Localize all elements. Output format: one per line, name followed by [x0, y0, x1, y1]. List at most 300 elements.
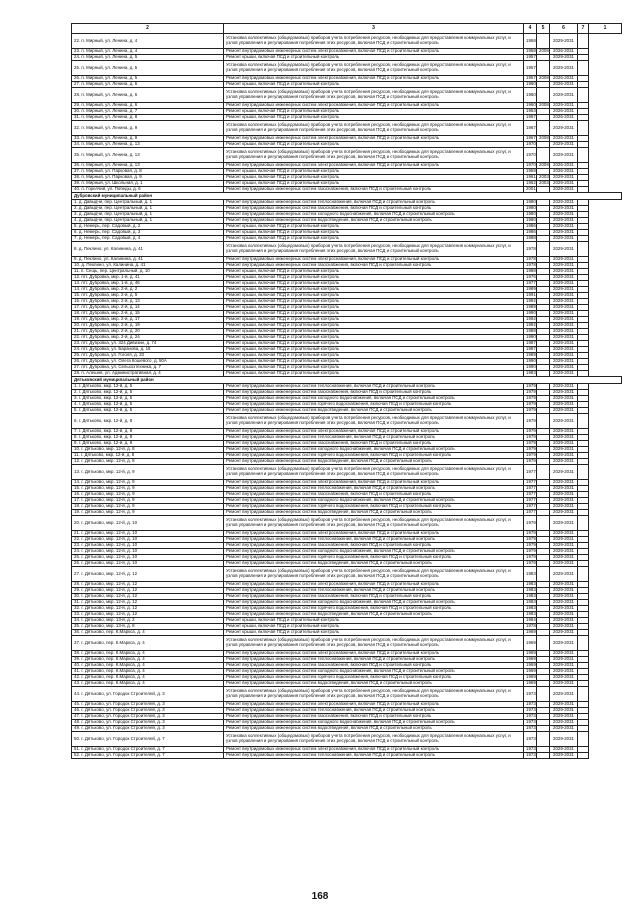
- build-year: 1979: [524, 516, 537, 531]
- row-number: 24.: [74, 346, 81, 352]
- address: г. Дятьково, мкр. 12-й, д. 5: [78, 383, 133, 389]
- build-year: 1979: [524, 414, 537, 429]
- work-description: Установка коллективных (общедомовых) приборов учета потребления ресурсов, необходимых для предоставления коммунальных услуг, и узлов управления и регулирования потребления этих ресурсов, включая ПСД и строительный контроль: [224, 465, 524, 480]
- note-cell: [578, 61, 589, 76]
- planned-period: 2026-2031: [550, 169, 578, 175]
- last-repair-year: [537, 687, 550, 702]
- build-year: 1986: [524, 224, 537, 230]
- row-number: 25.: [74, 554, 81, 560]
- planned-period: 2029-2031: [550, 390, 578, 396]
- address: г. Дятьково, мкр. 12-й, д. 8: [81, 446, 135, 452]
- row-number: 21.: [74, 328, 81, 334]
- last-repair-year: 2003: [537, 181, 550, 187]
- planned-period: 2029-2031: [550, 371, 578, 377]
- address: г. Дятьково, пер. К.Маркса, д. 4: [81, 650, 145, 656]
- row-number: 6.: [74, 417, 78, 423]
- row-number: 22.: [74, 536, 81, 542]
- last-repair-year: [537, 414, 550, 429]
- last-repair-year: [537, 567, 550, 582]
- address: п. Мирный, ул. Ленина, д. 6: [81, 91, 138, 97]
- build-year: 1979: [524, 531, 537, 537]
- address: д. Давыдчи, пер. Центральный, д. 1: [78, 211, 153, 217]
- work-description: Ремонт внутридомовых инженерных систем холодного водоснабжения, включая ПСД и строительный контроль: [224, 447, 524, 453]
- planned-period: 2026-2031: [550, 49, 578, 55]
- work-description: Ремонт внутридомовых инженерных систем газоснабжения, включая ПСД и строительный контроль: [224, 206, 524, 212]
- build-year: 1983: [524, 582, 537, 588]
- build-year: 1961: [524, 175, 537, 181]
- build-year: 1979: [524, 384, 537, 390]
- build-year: 1979: [524, 447, 537, 453]
- row-number: 24.: [74, 54, 81, 60]
- address-cell: [72, 148, 224, 163]
- build-year: 1986: [524, 230, 537, 236]
- work-description: Ремонт крыши, включая ПСД и строительный контроль: [224, 299, 524, 305]
- address: п. Мирный, ул. Ленина, д. 6: [81, 102, 138, 108]
- address: пгт. Дубровка, мкр. 2-й, д. 19: [81, 322, 140, 328]
- address: г. Дятьково, мкр. 12-й, д. 5: [78, 401, 133, 407]
- planned-period: 2029-2031: [550, 624, 578, 630]
- address: п. Мирный, ул. Ленина, д. 4: [81, 48, 138, 54]
- work-description: Ремонт крыши, включая ПСД и строительный контроль: [224, 305, 524, 311]
- planned-period: 2029-2031: [550, 317, 578, 323]
- address: п. Мирный, ул. Ленина, д. 9: [81, 124, 138, 130]
- planned-period: 2029-2031: [550, 486, 578, 492]
- planned-period: 2029-2031: [550, 582, 578, 588]
- work-description: Ремонт крыши, включая ПСД и строительный контроль: [224, 618, 524, 624]
- planned-period: 2029-2031: [550, 206, 578, 212]
- planned-period: 2029-2031: [550, 537, 578, 543]
- planned-period: 2029-2031: [550, 435, 578, 441]
- last-repair-year: [537, 465, 550, 480]
- build-year: 1990: [524, 311, 537, 317]
- address: д. Давыдчи, пер. Центральный, д. 1: [78, 205, 153, 211]
- work-description: Ремонт внутридомовых инженерных систем газоснабжения, включая ПСД и строительный контроль: [224, 390, 524, 396]
- work-description: Ремонт внутридомовых инженерных систем газоснабжения, включая ПСД и строительный контроль: [224, 543, 524, 549]
- table-row: [72, 516, 622, 531]
- work-description: Ремонт внутридомовых инженерных систем горячего водоснабжения, включая ПСД и строительный контроль: [224, 606, 524, 612]
- header-cell: 4: [524, 24, 537, 34]
- build-year: 1990: [524, 359, 537, 365]
- planned-period: 2029-2031: [550, 329, 578, 335]
- row-number: 46.: [74, 707, 81, 713]
- planned-period: 2029-2031: [550, 543, 578, 549]
- planned-period: 2029-2031: [550, 224, 578, 230]
- address-cell: [72, 121, 224, 136]
- address: п. Мирный, ул. Ленина, д. 9: [81, 135, 138, 141]
- work-description: Ремонт внутридомовых инженерных систем водоотведения, включая ПСД и строительный контроль: [224, 218, 524, 224]
- row-number: 28.: [74, 91, 81, 97]
- address: г. Дятьково, мкр. 12-й, д. 9: [81, 509, 135, 515]
- district-title: Дубровский муниципальный район: [72, 193, 622, 200]
- work-description: Ремонт внутридомовых инженерных систем теплоснабжения, включая ПСД и строительный контроль: [224, 486, 524, 492]
- work-description: Ремонт внутридомовых инженерных систем электроснабжения, включая ПСД и строительный контроль: [224, 429, 524, 435]
- row-number: 6.: [74, 229, 78, 235]
- build-year: 1980: [524, 200, 537, 206]
- build-year: 1969: [524, 636, 537, 651]
- work-description: Ремонт крыши, включая ПСД и строительный контроль: [224, 371, 524, 377]
- planned-period: 2029-2031: [550, 669, 578, 675]
- work-description: Ремонт внутридомовых инженерных систем электроснабжения, включая ПСД и строительный контроль: [224, 651, 524, 657]
- row-number: 5.: [74, 223, 78, 229]
- row-number: 22.: [74, 37, 81, 43]
- row-number: 35.: [74, 623, 81, 629]
- planned-period: 2029-2031: [550, 293, 578, 299]
- last-repair-year: [537, 34, 550, 49]
- last-repair-year: [537, 148, 550, 163]
- header-cell: 3: [224, 24, 524, 34]
- address: пгт. Дубровка, мкр. 1-й, д. 41: [81, 274, 140, 280]
- row-number: 17.: [74, 304, 81, 310]
- build-year: 1989: [524, 353, 537, 359]
- planned-period: 2029-2031: [550, 516, 578, 531]
- row-number: 19.: [74, 316, 81, 322]
- planned-period: 2029-2031: [550, 480, 578, 486]
- table-row: [72, 34, 622, 49]
- address: пгт. Дубровка, ул. Гоголя, д. 33: [81, 352, 144, 358]
- address: г. Дятьково, мкр. 12-й, д. 12: [81, 599, 138, 605]
- work-description: Ремонт внутридомовых инженерных систем электроснабжения, включая ПСД и строительный контроль: [224, 76, 524, 82]
- address: г. Дятьково, мкр. 12-й, д. 12: [81, 593, 138, 599]
- planned-period: 2029-2031: [550, 88, 578, 103]
- build-year: 1979: [524, 435, 537, 441]
- planned-period: 2029-2031: [550, 323, 578, 329]
- last-repair-year: [537, 732, 550, 747]
- row-number: 16.: [74, 491, 81, 497]
- row-number: 30.: [74, 593, 81, 599]
- address: пгт. Дубровка, мкр. 2-й, д. 17: [81, 316, 140, 322]
- build-year: 1962: [524, 181, 537, 187]
- table-row: [72, 414, 622, 429]
- header-row: [72, 24, 622, 34]
- row-number: 34.: [74, 617, 81, 623]
- build-year: 1983: [524, 371, 537, 377]
- work-description: Ремонт внутридомовых инженерных систем холодного водоснабжения, включая ПСД и строительный контроль: [224, 720, 524, 726]
- planned-period: 2029-2031: [550, 651, 578, 657]
- work-description: Установка коллективных (общедомовых) приборов учета потребления ресурсов, необходимых для предоставления коммунальных услуг, и узлов управления и регулирования потребления этих ресурсов, включая ПСД и строительный контроль: [224, 61, 524, 76]
- planned-period: 2026-2031: [550, 115, 578, 121]
- planned-period: 2029-2031: [550, 230, 578, 236]
- table-row: [72, 61, 622, 76]
- address: п. Горелчий, ул. Победы, д. 6: [81, 186, 141, 192]
- build-year: 1983: [524, 606, 537, 612]
- planned-period: 2029-2031: [550, 606, 578, 612]
- build-year: 1957: [524, 76, 537, 82]
- build-year: 1978: [524, 242, 537, 257]
- row-number: 41.: [74, 668, 81, 674]
- build-year: 1977: [524, 504, 537, 510]
- planned-period: 2029-2031: [550, 714, 578, 720]
- address: г. Дятьково, пер. К.Маркса, д. 4: [81, 662, 145, 668]
- address: г. Дятьково, мкр. 12-й, д. 12: [81, 570, 138, 576]
- work-description: Установка коллективных (общедомовых) приборов учета потребления ресурсов, необходимых для предоставления коммунальных услуг, и узлов управления и регулирования потребления этих ресурсов, включая ПСД и строительный контроль: [224, 636, 524, 651]
- row-number: 17.: [74, 497, 81, 503]
- work-description: Ремонт крыши, включая ПСД и строительный контроль: [224, 630, 524, 636]
- row-number: 31.: [74, 599, 81, 605]
- row-number: 29.: [74, 102, 81, 108]
- row-number: 12.: [74, 458, 81, 464]
- work-description: Ремонт внутридомовых инженерных систем холодного водоснабжения, включая ПСД и строительный контроль: [224, 498, 524, 504]
- note-cell: [578, 242, 589, 257]
- build-year: 1973: [524, 720, 537, 726]
- row-number: 50.: [74, 735, 81, 741]
- row-number: 15.: [74, 485, 81, 491]
- planned-period: 2029-2031: [550, 504, 578, 510]
- row-number: 26.: [74, 560, 81, 566]
- address: пгт. Дубровка, мкр. 2-й, д. 20: [81, 328, 140, 334]
- address: п. Мирный, ул. Ленина, д. 6: [81, 81, 138, 87]
- build-year: 1990: [524, 365, 537, 371]
- build-year: 1980: [524, 206, 537, 212]
- table-row: [72, 567, 622, 582]
- work-description: Ремонт крыши, включая ПСД и строительный контроль: [224, 341, 524, 347]
- work-description: Ремонт внутридомовых инженерных систем газоснабжения, включая ПСД и строительный контроль: [224, 714, 524, 720]
- build-year: 1992: [524, 323, 537, 329]
- planned-period: 2029-2031: [550, 498, 578, 504]
- row-number: 9.: [74, 256, 78, 262]
- work-description: Ремонт внутридомовых инженерных систем водоотведения, включая ПСД и строительный контроль: [224, 408, 524, 414]
- table-row: [72, 732, 622, 747]
- build-year: 1976: [524, 275, 537, 281]
- address: д. Пеклино, ул. Калинина, д. 41: [78, 245, 143, 251]
- address: г. Дятьково, мкр. 12-й, д. 10: [81, 554, 138, 560]
- work-description: Установка коллективных (общедомовых) приборов учета потребления ресурсов, необходимых для предоставления коммунальных услуг, и узлов управления и регулирования потребления этих ресурсов, включая ПСД и строительный контроль: [224, 34, 524, 49]
- row-number: 28.: [74, 581, 81, 587]
- address: д. Немерь, пер. Садовый, д. 3: [78, 229, 141, 235]
- address-cell: [72, 88, 224, 103]
- row-number: 24.: [74, 548, 81, 554]
- table-row: [72, 687, 622, 702]
- address: г. Дятьково, ул. Городок Строителей, д. 3: [81, 725, 165, 731]
- build-year: 1988: [524, 329, 537, 335]
- row-number: 25.: [74, 352, 81, 358]
- row-number: 15.: [74, 292, 81, 298]
- last-repair-year: 2003: [537, 175, 550, 181]
- row-number: 32.: [74, 124, 81, 130]
- planned-period: 2029-2031: [550, 429, 578, 435]
- address-cell: [72, 34, 224, 49]
- row-number: 14.: [74, 479, 81, 485]
- row-number: 32.: [74, 605, 81, 611]
- planned-period: 2029-2031: [550, 103, 578, 109]
- build-year: 1977: [524, 492, 537, 498]
- work-description: Установка коллективных (общедомовых) приборов учета потребления ресурсов, необходимых для предоставления коммунальных услуг, и узлов управления и регулирования потребления этих ресурсов, включая ПСД и строительный контроль: [224, 567, 524, 582]
- last-repair-year: 2008: [537, 103, 550, 109]
- address: д. Немерь, пер. Садовый, д. 2: [78, 223, 141, 229]
- row-number: 3.: [74, 395, 78, 401]
- build-year: 1980: [524, 218, 537, 224]
- work-description: Ремонт внутридомовых инженерных систем теплоснабжения, включая ПСД и строительный контроль: [224, 537, 524, 543]
- work-description: Ремонт внутридомовых инженерных систем горячего водоснабжения, включая ПСД и строительный контроль: [224, 453, 524, 459]
- work-description: Ремонт крыши, включая ПСД и строительный контроль: [224, 323, 524, 329]
- address: д. Пеклино, ул. Калинина, д. 41: [78, 256, 143, 262]
- build-year: 1979: [524, 549, 537, 555]
- build-year: 1980: [524, 212, 537, 218]
- row-number: 23.: [74, 340, 81, 346]
- planned-period: 2029-2031: [550, 287, 578, 293]
- work-description: Ремонт внутридомовых инженерных систем водоотведения, включая ПСД и строительный контроль: [224, 561, 524, 567]
- address: г. Дятьково, мкр. 12-й, д. 12: [81, 605, 138, 611]
- planned-period: 2029-2031: [550, 353, 578, 359]
- build-year: 1989: [524, 305, 537, 311]
- row-number: 20.: [74, 519, 81, 525]
- build-year: 1969: [524, 669, 537, 675]
- table-row: [72, 121, 622, 136]
- table-row: [72, 465, 622, 480]
- planned-period: 2029-2031: [550, 594, 578, 600]
- build-year: 1990: [524, 335, 537, 341]
- work-description: Ремонт крыши, включая ПСД и строительный контроль: [224, 269, 524, 275]
- last-repair-year: [537, 753, 550, 759]
- build-year: 1977: [524, 498, 537, 504]
- build-year: 1977: [524, 281, 537, 287]
- planned-period: 2026-2031: [550, 76, 578, 82]
- build-year: 1973: [524, 708, 537, 714]
- build-year: 1979: [524, 561, 537, 567]
- row-number: 33.: [74, 611, 81, 617]
- address: пгт. Дубровка, мкр. 2-й, д. 5: [81, 292, 138, 298]
- build-year: 1978: [524, 263, 537, 269]
- row-number: 20.: [74, 322, 81, 328]
- row-number: 11.: [74, 452, 80, 458]
- work-description: Ремонт крыши, включая ПСД и строительный контроль: [224, 281, 524, 287]
- work-description: Установка коллективных (общедомовых) приборов учета потребления ресурсов, необходимых для предоставления коммунальных услуг, и узлов управления и регулирования потребления этих ресурсов, включая ПСД и строительный контроль: [224, 687, 524, 702]
- work-description: Ремонт внутридомовых инженерных систем теплоснабжения, включая ПСД и строительный контроль: [224, 708, 524, 714]
- table-row: [72, 88, 622, 103]
- work-description: Ремонт внутридомовых инженерных систем электроснабжения, включая ПСД и строительный контроль: [224, 582, 524, 588]
- work-description: Ремонт крыши, включая ПСД и строительный контроль: [224, 169, 524, 175]
- note-cell: [578, 148, 589, 163]
- row-number: 36.: [74, 162, 81, 168]
- planned-period: 2029-2031: [550, 465, 578, 480]
- row-number: 35.: [74, 151, 81, 157]
- address: г. Дятьково, мкр. 12-й, д. 10: [81, 536, 138, 542]
- row-number: 48.: [74, 719, 81, 725]
- build-year: 1983: [524, 612, 537, 618]
- address: г. Дятьково, ул. Городок Строителей, д. 3: [81, 719, 165, 725]
- note-cell: [578, 732, 589, 747]
- row-number: 39.: [74, 656, 81, 662]
- planned-period: 2029-2031: [550, 269, 578, 275]
- work-description: Ремонт крыши, включая ПСД и строительный контроль: [224, 287, 524, 293]
- row-number: 52.: [74, 752, 81, 758]
- row-number: 8.: [74, 434, 78, 440]
- address-cell: [72, 636, 224, 651]
- address-cell: [72, 414, 224, 429]
- build-year: 1979: [524, 429, 537, 435]
- row-number: 3.: [74, 211, 78, 217]
- row-number: 44.: [74, 690, 81, 696]
- work-description: Ремонт крыши, включая ПСД и строительный контроль: [224, 175, 524, 181]
- address: пгт. Дубровка, мкр. 2-й, д. 2: [81, 286, 138, 292]
- work-description: Ремонт внутридомовых инженерных систем холодного водоснабжения, включая ПСД и строительный контроль: [224, 600, 524, 606]
- work-description: Ремонт внутридомовых инженерных систем теплоснабжения, включая ПСД и строительный контроль: [224, 657, 524, 663]
- address: г. Дятьково, мкр. 12-й, д. 8: [78, 417, 133, 423]
- build-year: 1988: [524, 236, 537, 242]
- row-number: 51.: [74, 746, 81, 752]
- address: г. Дятьково, мкр. 12-й, д. 12: [81, 611, 138, 617]
- work-description: Установка коллективных (общедомовых) приборов учета потребления ресурсов, необходимых для предоставления коммунальных услуг, и узлов управления и регулирования потребления этих ресурсов, включая ПСД и строительный контроль: [224, 732, 524, 747]
- build-year: 1983: [524, 594, 537, 600]
- build-year: 1979: [524, 543, 537, 549]
- last-repair-year: [537, 516, 550, 531]
- build-year: 1958: [524, 49, 537, 55]
- work-description: Ремонт внутридомовых инженерных систем газоснабжения, включая ПСД и строительный контроль: [224, 663, 524, 669]
- build-year: 1984: [524, 618, 537, 624]
- planned-period: 2029-2031: [550, 181, 578, 187]
- work-description: Ремонт крыши, включая ПСД и строительный контроль: [224, 365, 524, 371]
- address: г. Дятьково, мкр. 12-й, д. 8: [78, 428, 133, 434]
- address: п. Мирный, ул. Ленина, д. 7: [81, 108, 138, 114]
- work-description: Установка коллективных (общедомовых) приборов учета потребления ресурсов, необходимых для предоставления коммунальных услуг, и узлов управления и регулирования потребления этих ресурсов, включая ПСД и строительный контроль: [224, 516, 524, 531]
- row-number: 25.: [74, 64, 81, 70]
- build-year: 1969: [524, 657, 537, 663]
- work-description: Ремонт внутридомовых инженерных систем газоснабжения, включая ПСД и строительный контроль: [224, 263, 524, 269]
- note-cell: [578, 753, 589, 759]
- work-description: Ремонт внутридомовых инженерных систем горячего водоснабжения, включая ПСД и строительный контроль: [224, 402, 524, 408]
- work-description: Ремонт крыши, включая ПСД и строительный контроль: [224, 142, 524, 148]
- row-number: 14.: [74, 286, 81, 292]
- build-year: 1978: [524, 624, 537, 630]
- address: г. Дятьково, ул. Городок Строителей, д. 7: [81, 752, 165, 758]
- address: г. Дятьково, мкр. 12-й, д. 8: [78, 434, 133, 440]
- work-description: Ремонт крыши, включая ПСД и строительный контроль: [224, 82, 524, 88]
- planned-period: 2029-2031: [550, 236, 578, 242]
- address: пгт. Дубровка, мкр. 2-й, д. 13: [81, 298, 140, 304]
- planned-period: 2029-2031: [550, 34, 578, 49]
- row-number: 45.: [74, 701, 81, 707]
- build-year: 1992: [524, 317, 537, 323]
- planned-period: 2029-2031: [550, 630, 578, 636]
- address: г. Дятьково, мкр. 12-й, д. 9: [81, 485, 135, 491]
- last-repair-year: [537, 242, 550, 257]
- work-description: Установка коллективных (общедомовых) приборов учета потребления ресурсов, необходимых для предоставления коммунальных услуг, и узлов управления и регулирования потребления этих ресурсов, включая ПСД и строительный контроль: [224, 148, 524, 163]
- row-number: 7.: [74, 428, 78, 434]
- last-repair-year: [537, 636, 550, 651]
- planned-period: 2029-2031: [550, 263, 578, 269]
- work-description: Ремонт внутридомовых инженерных систем электроснабжения, включая ПСД и строительный контроль: [224, 136, 524, 142]
- build-year: 1978: [524, 257, 537, 263]
- address: г. Дятьково, мкр. 13-й, д. 8: [81, 623, 135, 629]
- row-number: 40.: [74, 662, 81, 668]
- row-number: 38.: [74, 174, 81, 180]
- planned-period: 2029-2031: [550, 588, 578, 594]
- address-cell: [72, 61, 224, 76]
- planned-period: 2029-2031: [550, 459, 578, 465]
- address: г. Дятьково, ул. Городок Строителей, д. 7: [81, 735, 165, 741]
- build-year: 1973: [524, 714, 537, 720]
- address: п. Сещь, пер. Центральный, д. 10: [81, 268, 150, 274]
- row-number: 30.: [74, 108, 81, 114]
- build-year: 1969: [524, 681, 537, 687]
- work-description: Ремонт внутридомовых инженерных систем холодного водоснабжения, включая ПСД и строительный контроль: [224, 396, 524, 402]
- work-description: Ремонт крыши, включая ПСД и строительный контроль: [224, 317, 524, 323]
- note-cell: [578, 687, 589, 702]
- build-year: 1977: [524, 480, 537, 486]
- build-year: 1983: [524, 567, 537, 582]
- row-number: 38.: [74, 650, 81, 656]
- address: г. Дятьково, ул. Городок Строителей, д. 3: [81, 713, 165, 719]
- build-year: 1977: [524, 510, 537, 516]
- planned-period: 2029-2031: [550, 657, 578, 663]
- planned-period: 2029-2031: [550, 402, 578, 408]
- note-cell: [578, 34, 589, 49]
- planned-period: 2029-2031: [550, 687, 578, 702]
- address: п. Мирный, ул. Ленина, д. 13: [81, 151, 140, 157]
- build-year: 1957: [524, 61, 537, 76]
- work-description: Ремонт внутридомовых инженерных систем водоотведения, включая ПСД и строительный контроль: [224, 681, 524, 687]
- planned-period: 2026-2031: [550, 109, 578, 115]
- address: г. Дятьково, пер. К.Маркса, д. 4: [81, 674, 145, 680]
